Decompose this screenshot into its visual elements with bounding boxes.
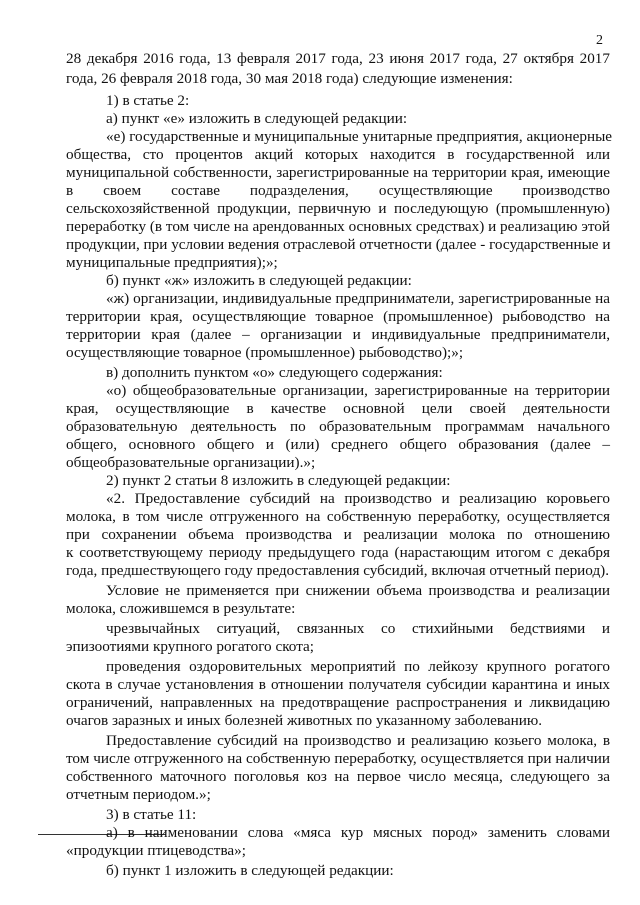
text-line: при сохранении объема производства и реализации молока по отношению [66, 526, 610, 543]
text-line: а) пункт «е» изложить в следующей редакции: [106, 110, 408, 127]
text-line: том числе отгруженного на собственную переработку, осуществляется при наличии [66, 750, 610, 767]
text-line: 3) в статье 11: [106, 806, 197, 823]
text-line: муниципальной собственности, зарегистрированные на территории края, имеющие [66, 164, 610, 181]
text-line: проведения оздоровительных мероприятий по лейкозу крупного рогатого [106, 658, 610, 675]
text-line: переработку (в том числе на арендованных основных средствах) и реализацию этой [66, 218, 610, 235]
text-line: 2) пункт 2 статьи 8 изложить в следующей редакции: [106, 472, 451, 489]
text-line: собственного маточного поголовья коз на первое число месяца, следующего за [66, 768, 610, 785]
text-line: территории края (далее – организации и индивидуальные предприниматели, [66, 326, 610, 343]
text-line: Предоставление субсидий на производство и реализацию козьего молока, в [106, 732, 610, 749]
text-line: 28 декабря 2016 года, 13 февраля 2017 года, 23 июня 2017 года, 27 октября 2017 [66, 50, 610, 67]
text-line: осуществляющие товарное (промышленное) рыбоводство);»; [66, 344, 464, 361]
text-line: общества, сто процентов акций которых находится в государственной или [66, 146, 610, 163]
page-number: 2 [596, 33, 603, 48]
text-line: года, 26 февраля 2018 года, 30 мая 2018 года) следующие изменения: [66, 70, 513, 87]
text-line: «е) государственные и муниципальные унитарные предприятия, акционерные [106, 128, 613, 145]
text-line: отчетным периодом.»; [66, 786, 211, 803]
text-line: молока, сложившемся в результате: [66, 600, 296, 617]
text-line: продукции, при условии ведения отраслевой отчетности (далее - государственные и [66, 236, 611, 253]
text-line: а) в наименовании слова «мяса кур мясных пород» заменить словами [106, 824, 610, 841]
text-line: «ж) организации, индивидуальные предприниматели, зарегистрированные на [106, 290, 610, 307]
text-line: края, осуществляющие в качестве основной цели своей деятельности [66, 400, 610, 417]
text-line: 1) в статье 2: [106, 92, 190, 109]
text-line: сельскохозяйственной продукции, первичную и последующую (промышленную) [66, 200, 610, 217]
text-line: очагов заразных и иных болезней животных по указанному заболеванию. [66, 712, 543, 729]
text-line: года, предшествующего году предоставления субсидий, включая отчетный период). [66, 562, 610, 579]
text-line: чрезвычайных ситуаций, связанных со стихийными бедствиями и [106, 620, 610, 637]
text-line: территории края, осуществляющие товарное (промышленное) рыбоводство на [66, 308, 610, 325]
text-line: скота в случае установления в отношении получателя субсидии карантина и иных [66, 676, 610, 693]
text-line: молока, в том числе отгруженного на собственную переработку, осуществляется [66, 508, 610, 525]
text-line: образовательную деятельность по образовательным программам начального [66, 418, 610, 435]
text-line: общего, основного общего и (или) среднего общего образования (далее – [66, 436, 610, 453]
text-line: б) пункт 1 изложить в следующей редакции: [106, 862, 394, 879]
text-line: ограничений, направленных на предотвращение распространения и ликвидацию [66, 694, 610, 711]
text-line: муниципальные предприятия);»; [66, 254, 278, 271]
text-line: общеобразовательные организации).»; [66, 454, 316, 471]
text-line: «о) общеобразовательные организации, зарегистрированные на территории [106, 382, 610, 399]
text-line: в) дополнить пунктом «о» следующего содержания: [106, 364, 443, 381]
text-line: «2. Предоставление субсидий на производство и реализацию коровьего [106, 490, 610, 507]
text-line: к соответствующему периоду предыдущего года (нарастающим итогом с декабря [66, 544, 610, 561]
text-line: эпизоотиями крупного рогатого скота; [66, 638, 314, 655]
text-line: б) пункт «ж» изложить в следующей редакции: [106, 272, 412, 289]
text-line: Условие не применяется при снижении объема производства и реализации [106, 582, 610, 599]
text-line: в своем составе подразделения, осуществляющие производство [66, 182, 610, 199]
text-line: «продукции птицеводства»; [66, 842, 246, 859]
